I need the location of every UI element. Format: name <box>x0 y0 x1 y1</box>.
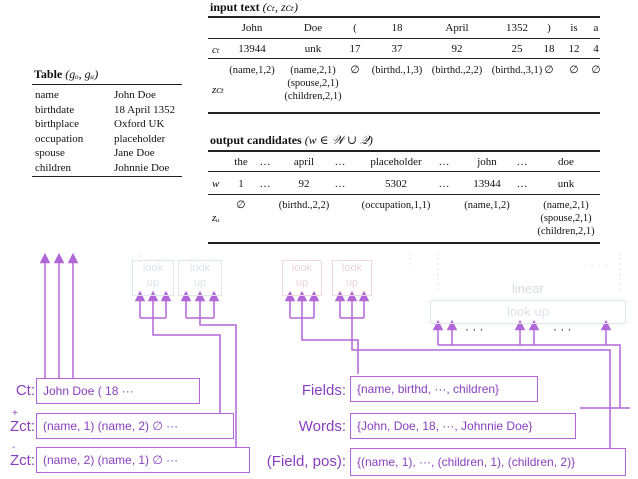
row-label-zw: zᵤ <box>212 212 220 224</box>
input-c-cell: 17 <box>349 43 361 55</box>
input-word-cell: April <box>445 22 469 34</box>
box-zct-plus: (name, 1) (name, 2) ∅ ··· <box>36 413 234 439</box>
label-fields: Fields: <box>301 382 346 399</box>
label-field-pos: (Field, pos): <box>266 453 346 470</box>
output-word-cell: … <box>438 156 450 168</box>
input-text-title: input text (cₜ, zᴄₜ) <box>210 0 298 14</box>
row-label-w: w <box>212 178 220 190</box>
input-word-cell: John <box>241 22 263 34</box>
output-w-cell: 1 <box>238 178 244 190</box>
input-word-cell: Doe <box>303 22 323 34</box>
output-word-cell: doe <box>558 156 574 168</box>
table-field-cell: name <box>35 89 59 101</box>
input-c-cell: 4 <box>593 43 599 55</box>
output-w-cell: unk <box>557 178 575 190</box>
input-word-cell: ( <box>353 22 357 34</box>
input-word-cell: 1352 <box>506 22 528 34</box>
output-w-cell: 5302 <box>385 178 407 190</box>
input-c-cell: unk <box>304 43 322 55</box>
table-field-cell: children <box>35 161 72 174</box>
plus-marker: + <box>12 408 18 419</box>
table-value-cell: John Doe <box>114 89 156 101</box>
output-z-cell: ∅ <box>236 200 246 211</box>
input-c-cell: 37 <box>391 43 403 55</box>
output-w-cell: 92 <box>298 178 310 190</box>
output-z-cell: (name,2,1) (spouse,2,1) (children,2,1) <box>537 200 595 237</box>
lookup-box-4: look up <box>332 260 372 296</box>
input-z-cell: ∅ <box>569 65 579 76</box>
table-value-cell: Johnnie Doe <box>114 161 170 174</box>
output-title: output candidates (w ∈ 𝒲 ∪ 𝒬) <box>210 133 373 147</box>
box-ct: John Doe ( 18 ··· <box>36 378 200 404</box>
input-c-cell: 12 <box>568 43 580 55</box>
lookup-box-1: look up <box>132 260 174 296</box>
table-value-cell: 18 April 1352 <box>114 103 176 116</box>
output-word-cell: … <box>516 156 528 168</box>
minus-marker: - <box>12 442 16 453</box>
label-words: Words: <box>298 418 346 435</box>
dots-top: · · · <box>590 258 609 272</box>
output-word-cell: april <box>293 156 315 168</box>
dots-right: · · · <box>553 322 572 336</box>
output-w-cell: … <box>516 178 528 190</box>
input-word-cell: ) <box>547 22 551 34</box>
box-fields: {name, birthd, ···, children} <box>350 376 538 402</box>
input-z-cell: ∅ <box>544 65 554 76</box>
input-z-cell: (name,2,1) (spouse,2,1) (children,2,1) <box>284 65 342 102</box>
output-w-cell: … <box>438 178 450 190</box>
row-label-ct: cₜ <box>212 44 220 56</box>
output-word-cell: … <box>259 156 271 168</box>
label-ct: Ct: <box>15 382 35 399</box>
input-z-cell: (birthd.,1,3) <box>371 65 423 76</box>
table-title: Table (gₒ, gᵤ) <box>34 67 99 81</box>
label-zct-minus: Zct: <box>10 452 35 469</box>
table-value-cell: placeholder <box>114 132 166 145</box>
input-word-cell: is <box>570 22 578 34</box>
table-value-cell: Oxford UK <box>114 118 165 130</box>
input-z-cell: ∅ <box>591 65 601 76</box>
output-w-cell: … <box>334 178 346 190</box>
dots-left: · · · <box>465 322 484 336</box>
input-z-cell: (birthd.,2,2) <box>431 65 483 76</box>
box-field-pos: {(name, 1), ···, (children, 1), (children, 2)} <box>350 448 626 476</box>
table-value-cell: Jane Doe <box>114 147 155 159</box>
output-word-cell: john <box>477 156 497 168</box>
input-z-cell: ∅ <box>350 65 360 76</box>
table-field-cell: spouse <box>35 147 65 159</box>
input-z-cell: (name,1,2) <box>229 65 275 76</box>
input-c-cell: 18 <box>543 43 555 55</box>
output-word-cell: placeholder <box>370 156 422 168</box>
linear-label: linear <box>512 281 544 296</box>
lookup-box-2: look up <box>178 260 222 296</box>
output-z-cell: (name,1,2) <box>464 200 510 211</box>
row-label-zct: zᴄₜ <box>212 84 224 96</box>
box-zct-minus: (name, 2) (name, 1) ∅ ··· <box>36 447 250 473</box>
input-word-cell: a <box>593 22 599 34</box>
input-word-cell: 18 <box>391 22 403 34</box>
output-w-cell: … <box>259 178 271 190</box>
output-word-cell: the <box>234 156 248 168</box>
table-field-cell: birthdate <box>35 103 75 116</box>
table-field-cell: occupation <box>35 132 84 145</box>
lookup-wide-box: look up <box>430 300 626 324</box>
input-z-cell: (birthd.,3,1) <box>491 65 543 76</box>
table-field-cell: birthplace <box>35 118 79 130</box>
output-w-cell: 13944 <box>473 178 501 190</box>
output-z-cell: (birthd.,2,2) <box>278 200 330 211</box>
input-c-cell: 13944 <box>238 43 266 55</box>
output-z-cell: (occupation,1,1) <box>361 200 431 211</box>
lookup-box-3: look up <box>282 260 322 296</box>
input-c-cell: 92 <box>451 43 463 55</box>
input-c-cell: 25 <box>511 43 523 55</box>
output-word-cell: … <box>334 156 346 168</box>
label-zct-plus: Zct: <box>10 418 35 435</box>
box-words: {John, Doe, 18, ···, Johnnie Doe} <box>350 413 576 439</box>
